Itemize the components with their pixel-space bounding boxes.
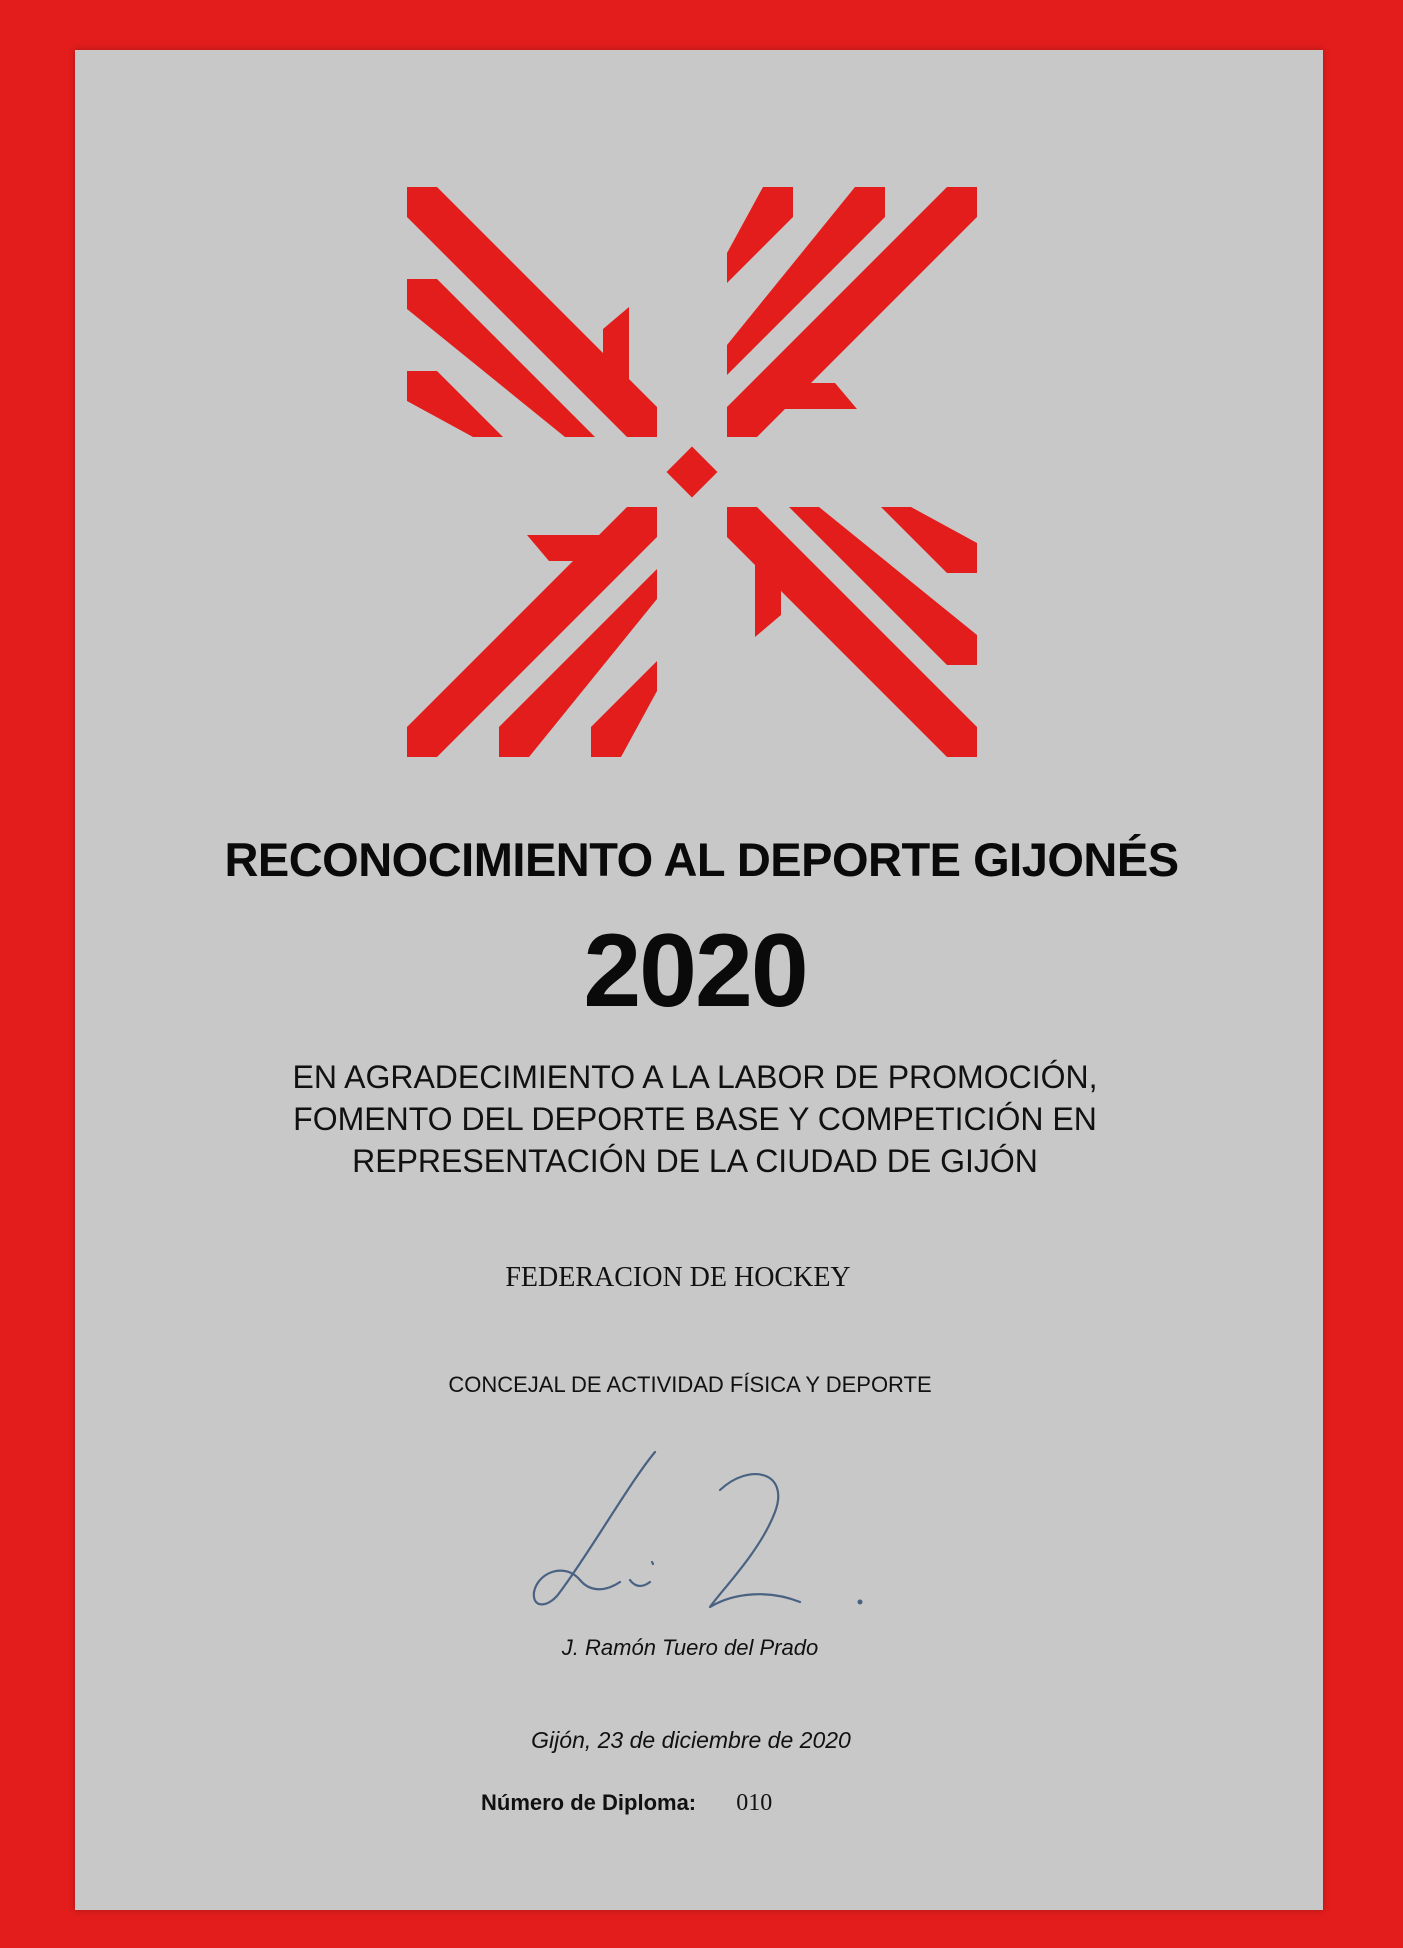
dedication-line: REPRESENTACIÓN DE LA CIUDAD DE GIJÓN [352,1143,1038,1179]
recipient-name: FEDERACION DE HOCKEY [505,1262,851,1293]
diploma-number-row [481,1790,772,1817]
dedication-line: EN AGRADECIMIENTO A LA LABOR DE PROMOCIÓN, [292,1059,1098,1095]
diploma-number-value: 010 [736,1790,773,1816]
diploma-number-label: Número de Diploma: [481,1790,697,1815]
signature-icon [520,1442,870,1622]
certificate-title: RECONOCIMIENTO AL DEPORTE GIJONÉS [224,833,1179,886]
dedication-line: FOMENTO DEL DEPORTE BASE Y COMPETICIÓN EN [293,1101,1097,1137]
signer-position: CONCEJAL DE ACTIVIDAD FÍSICA Y DEPORTE [448,1372,932,1397]
dedication-text [0,1056,1390,1182]
signer-name: J. Ramón Tuero del Prado [561,1635,819,1660]
pinwheel-logo-icon [407,187,977,757]
place-date: Gijón, 23 de diciembre de 2020 [531,1727,851,1753]
certificate-year: 2020 [583,913,807,1029]
